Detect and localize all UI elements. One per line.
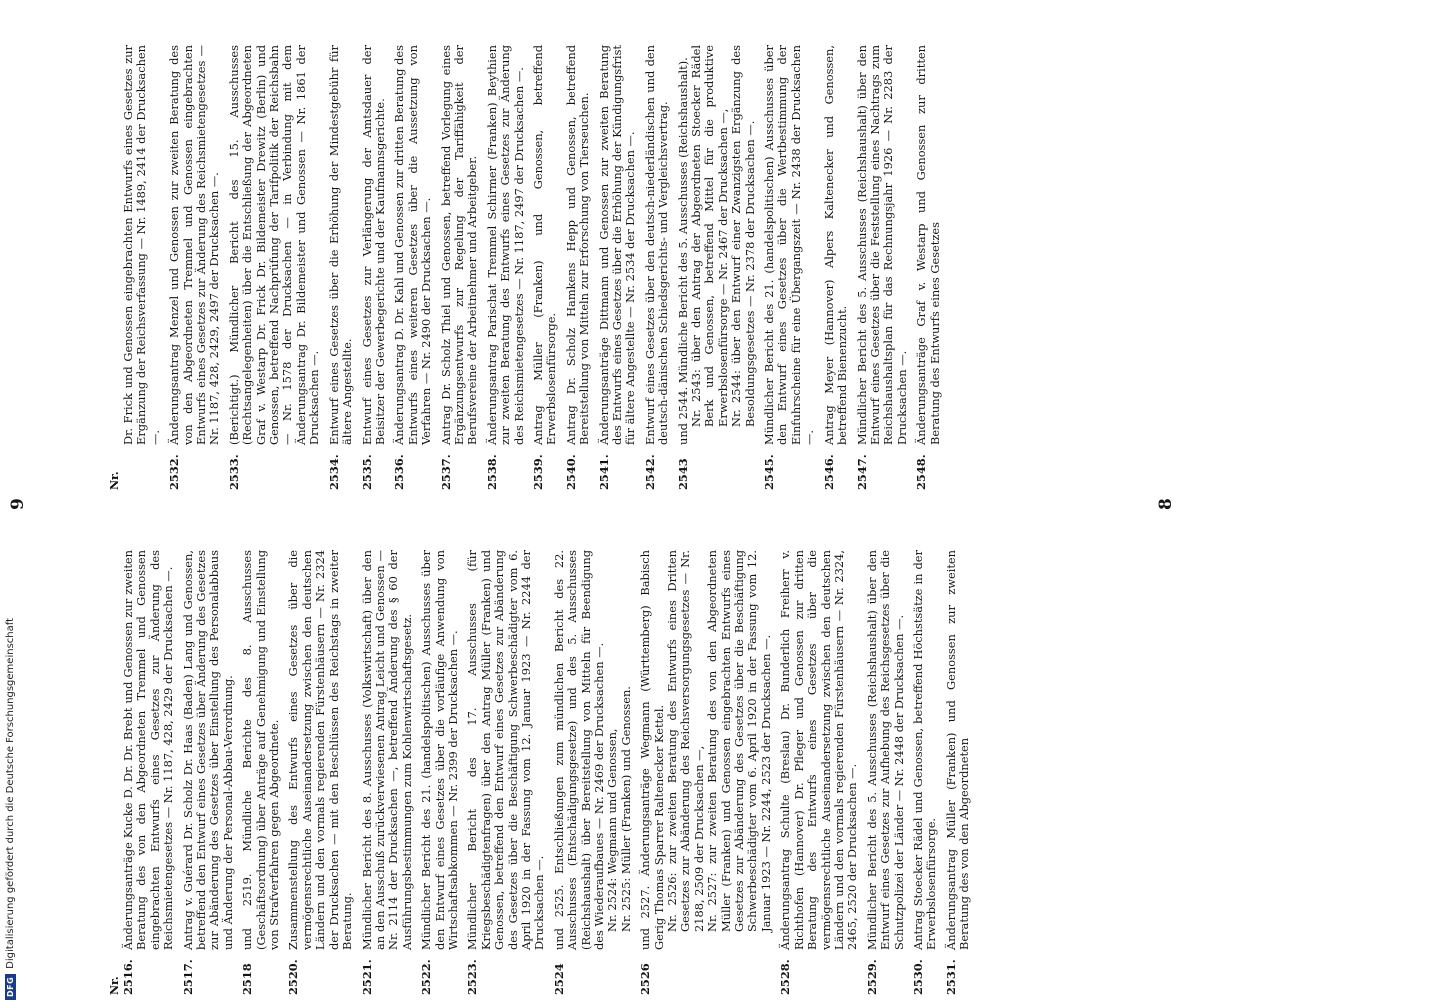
document-entry [553,550,633,995]
entry-text: Änderungsantrag D. Dr. Kahl und Genossen zur dritten Beratung des Entwurfs eines weiteren Gesetzes über die Aussetzung von Verfahren — Nr. 2490 der Drucksachen —. [392,45,434,445]
entry-number: 2518 [240,963,255,995]
entry-text-block [553,550,633,950]
entry-text-block [440,45,480,445]
entry-number: 2528. [778,959,793,995]
entry-number: 2535. [359,454,374,490]
entry-text: und 2527. Änderungsanträge Wegmann (Württemberg) Babisch Gerig Thomas Sparrer Raltenecker Kettel. [638,550,666,950]
page-number-bottom: 8 [1156,498,1176,510]
entry-text: Änderungsantrag Schulte (Breslau) Dr. Bunderlich Freiherr v. Richthofen (Hannover) Dr. Pfleger und Genossen zur dritten Beratung des Entwurfs eines Gesetzes über die vermögensrechtliche Auseinandersetzung zwischen den deutschen Ländern und den vormals regierenden Fürstenhäusern — Nr. 2324, 2465, 2520 der Drucksachen —. [778,550,860,950]
entry-text: Mündlicher Bericht des 21. (handelspolitischen) Ausschusses über den Entwurf eines Gesetzes über die vorläufige Anwendung von Wirtschaftsabkommen — Nr. 2399 der Drucksachen —. [419,550,460,950]
entry-text-block [532,45,559,445]
document-entry [763,45,817,490]
entry-number: 2523. [465,959,480,995]
entry-text: und 2519. Mündliche Berichte des 8. Ausschusses (Geschäftsordnung) über Anträge auf Genehmigung und Einstellung von Strafverfahren gegen Abgeordnete. [240,550,282,950]
entry-text: Änderungsantrag Müller (Franken) und Genossen zur zweiten Beratung des von den Abgeordneten [943,550,972,950]
entry-subitem: Nr. 2527: zur zweiten Beratung des von den Abgeordneten Müller (Franken) und Genossen eingebrachten Entwurfs eines Gesetzes zur Abänderung des Gesetzes über die Beschäftigung Schwerbeschädigter vom 6. April 1920 in der Fassung vom 12. Januar 1923 — Nr. 2244, 2523 der Drucksachen —. [705,550,773,932]
document-entry [915,45,942,490]
entry-number: 2526 [638,963,653,995]
entry-subitem: Nr. 2526: zur zweiten Beratung des Entwurfs eines Dritten Gesetzes zur Abänderung des Reichsversorgungsgesetzes — Nr. 2188, 2509 der Drucksachen —, [665,550,706,932]
entry-number: 2524 [551,963,566,995]
entry-text-block [228,45,322,445]
document-entry [440,45,480,490]
document-entry [122,45,162,490]
entry-subitem: Nr. 2524: Wegmann und Genossen, [605,728,620,932]
document-entry [866,550,906,995]
document-entry [182,550,236,995]
entry-text-block [393,45,433,445]
page-number-top: 9 [8,498,28,510]
entry-text-block [915,45,942,445]
entry-subitem: Nr. 2543: über den Antrag der Abgeordneten Stoecker Rädel Berk und Genossen, betreffend Mittel für die produktive Erwerbslosenfürsorge — Nr. 2467 der Drucksachen —, [689,45,730,427]
entry-number: 2536. [392,454,407,490]
entry-text-block [241,550,281,950]
document-entry [287,550,354,995]
document-entry [466,550,546,995]
entry-number: 2547. [854,454,869,490]
entry-number: 2516. [121,959,135,995]
entry-text-block [420,550,460,950]
digitization-credit [3,606,25,1000]
entry-number: 2530. [910,959,925,995]
entry-text-block [466,550,546,950]
entry-number: 2537. [438,454,453,490]
document-entry [856,45,910,490]
entry-text-block [361,550,415,950]
credit-text: Digitalisierung gefördert durch die Deutsche Forschungsgemeinschaft [5,617,16,969]
document-entry [486,45,526,490]
right-column-header: Nr. [108,471,121,490]
entry-text-block [486,45,526,445]
entry-text: Mündlicher Bericht des 8. Ausschusses (Volkswirtschaft) über den an den Ausschuß zurückverwiesenen Antrag Leicht und Genossen — Nr. 2114 der Drucksachen —, betreffend Änderung des § 60 der Ausführungsbestimmungen zum Kohlenwirtschaftsgesetz. [359,550,414,950]
entry-number: 2531. [943,959,958,995]
document-entry [393,45,433,490]
document-entry [122,550,176,995]
entry-text: Entwurf eines Gesetzes über die Erhöhung der Mindestgebühr für ältere Angestellte. [326,45,355,445]
entry-number: 2541. [596,454,611,490]
entry-text: Änderungsanträge Graf v. Westarp und Genossen zur dritten Beratung des Entwurfs eines Gesetzes [914,45,942,445]
entry-number: 2533. [226,454,241,490]
entry-subitem: Nr. 2525: Müller (Franken) und Genossen. [618,686,633,932]
entry-number: 2540. [563,454,578,490]
entry-number: 2529. [864,959,879,995]
entry-text-block [866,550,906,950]
right-column [122,45,948,490]
entry-number: 2543 [675,458,690,490]
entry-text: Antrag Stoecker Rädel und Genossen, betreffend Höchstsätze in der Erwerbslosenfürsorge. [910,550,939,950]
document-entry [912,550,939,995]
entry-text-block [823,45,850,445]
document-entry [639,550,773,995]
document-entry [241,550,281,995]
entry-subitem: Nr. 2544: über den Entwurf einer Zwanzigsten Ergänzung des Besoldungsgesetzes — Nr. 2378 der Drucksachen —. [729,45,757,427]
entry-number: 2539. [530,454,545,490]
entry-text-block [763,45,817,445]
entry-number: 2517. [180,959,195,995]
document-entry [328,45,355,490]
document-entry [361,45,388,490]
document-entry [644,45,671,490]
entry-text: und 2544. Mündliche Bericht des 5. Ausschusses (Reichshaushalt). [675,57,690,445]
document-entry [168,45,222,490]
entry-text-block [912,550,939,950]
entry-number: 2522. [419,959,434,995]
entry-number: 2548. [914,454,929,490]
document-entry [532,45,559,490]
document-entry [598,45,638,490]
entry-text-block [598,45,638,445]
entry-number: 2532. [167,454,182,490]
entry-number: 2546. [821,454,836,490]
entry-text: Änderungsantrag Menzel und Genossen zur zweiten Beratung des von den Abgeordneten Tremmel und Genossen eingebrachten Entwurfs eines Gesetzes zur Änderung des Reichsmietengesetzes — Nr. 1187, 428, 2429, 2497 der Drucksachen —. [167,45,222,445]
entry-number: 2542. [642,454,657,490]
document-entry [361,550,415,995]
entry-text: Antrag Dr. Scholz Thiel und Genossen, betreffend Vorlegung eines Ergänzungsentwurfs zur Regelung der Tariffähigkeit der Berufsvereine der Arbeitnehmer und Arbeitgeber. [438,45,480,445]
entry-text: Zusammenstellung des Entwurfs eines Gesetzes über die vermögensrechtliche Auseinandersetzung zwischen den deutschen Ländern und den vormals regierenden Fürstenhäusern — Nr. 2324 der Drucksachen — mit den Beschlüssen des Reichstags in zweiter Beratung. [286,550,355,950]
entry-text: Entwurf eines Gesetzes zur Verlängerung der Amtsdauer der Beisitzer der Gewerbegerichte und der Kaufmannsgerichte. [359,45,387,445]
entry-text-block [287,550,354,950]
entry-number: 2520. [286,959,301,995]
document-entry [420,550,460,995]
entry-number [122,445,162,490]
entry-text: (Berichtigt.) Mündlicher Bericht des 15. Ausschusses (Rechtsangelegenheiten) über die Entschließung der Abgeordneten Graf v. Westarp Dr. Frick Dr. Bildemeister Drewitz (Berlin) und Genossen, betreffend Nachprüfung der Tarifpolitik der Reichsbahn — Nr. 1578 der Drucksachen — in Verbindung mit dem Änderungsantrag Dr. Bildemeister und Genossen — Nr. 1861 der Drucksachen —. [226,45,322,445]
document-entry [228,45,322,490]
entry-text-block [677,45,757,445]
entry-text: Dr. Frick und Genossen eingebrachten Entwurfs eines Gesetzes zur Ergänzung der Reichsverfassung — Nr. 1489, 2414 der Drucksachen —. [121,45,162,445]
entry-text-block [122,45,162,445]
entry-text: Änderungsanträge Kucke D. Dr. Dr. Brebt und Genossen zur zweiten Beratung des von den Abgeordneten Tremmel und Genossen eingebrachten Entwurfs eines Gesetzes zur Änderung des Reichsmietengesetzes — Nr. 1187, 428, 2429 der Drucksachen —. [121,550,176,950]
entry-text: Mündlicher Bericht des 17. Ausschusses (für Kriegsbeschädigtenfragen) über den Antrag Müller (Franken) und Genossen, betreffend den Entwurf eines Gesetzes zur Abänderung des Gesetzes über die Beschäftigung Schwerbeschädigter vom 6. April 1920 in der Fassung vom 12. Januar 1923 — Nr. 2244 der Drucksachen —. [465,550,547,950]
entry-text-block [856,45,910,445]
document-entry [823,45,850,490]
entry-number: 2545. [762,454,777,490]
entry-text: Entwurf eines Gesetzes über den deutsch-niederländischen und den deutsch-dänischen Schiedsgerichts- und Vergleichsvertrag. [642,45,671,445]
entry-text-block [945,550,972,950]
entry-number: 2521. [359,959,374,995]
entry-text: Antrag Dr. Scholz Hamkens Hepp und Genossen, betreffend Bereitstellung von Mitteln zur Erforschung von Tierseuchen. [563,45,592,445]
document-entry [677,45,757,490]
left-column-header: Nr. [108,976,121,995]
entry-number: 2534. [326,454,341,490]
entry-text-block [644,45,671,445]
dfg-logo: DFG [5,974,16,1000]
entry-text-block [639,550,773,950]
document-entry [945,550,972,995]
entry-text-block [328,45,355,445]
entry-text: Mündlicher Bericht des 5. Ausschusses (Reichshaushalt) über den Entwurf eines Gesetzes über die Feststellung eines Nachtrags zum Reichshaushaltsplan für das Rechnungsjahr 1926 — Nr. 2283 der Drucksachen —. [854,45,909,445]
entry-text-block [565,45,592,445]
entry-text: und 2525. Entschließungen zum mündlichen Bericht des 22. Ausschusses (Entschädigungsgesetze) und des 5. Ausschusses (Reichshaushalt) über Bereitstellung von Mitteln für Beendigung des Wiederaufbaues — Nr. 2469 der Drucksachen —. [551,550,606,950]
entry-text: Antrag Meyer (Hannover) Alpers Kaltenecker und Genossen, betreffend Bienenzucht. [821,45,850,445]
entry-text: Antrag Müller (Franken) und Genossen, betreffend Erwerbslosenfürsorge. [530,45,559,445]
entry-text: Mündlicher Bericht des 5. Ausschusses (Reichshaushalt) über den Entwurf eines Gesetzes zur Aufhebung des Reichsgesetzes über die Schutzpolizei der Länder — Nr. 2448 der Drucksachen —. [864,550,906,950]
entry-text-block [168,45,222,445]
left-column [122,550,978,995]
entry-text-block [779,550,859,950]
entry-text: Änderungsanträge Dittmann und Genossen zur zweiten Beratung des Entwurfs eines Gesetzes über die Erhöhung der Kündigungsfrist für ältere Angestellte — Nr. 2534 der Drucksachen —. [596,45,638,445]
entry-text-block [361,45,388,445]
entry-text-block [182,550,236,950]
document-entry [779,550,859,995]
document-entry [565,45,592,490]
entry-text: Mündlicher Bericht des 21. (handelspolitischen) Ausschusses über den Entwurf eines Gesetzes über die Wertbestimmung der Einfuhrscheine für eine Übergangszeit — Nr. 2438 der Drucksachen —. [762,45,817,445]
entry-text: Änderungsantrag Parischat Tremmel Schirmer (Franken) Beythien zur zweiten Beratung des Entwurfs eines Gesetzes zur Änderung des Reichsmietengesetzes — Nr. 1187, 2497 der Drucksachen —. [484,45,526,445]
entry-text: Antrag v. Guérard Dr. Scholz Dr. Haas (Baden) Lang und Genossen, betreffend den Entwurf eines Gesetzes über Änderung des Gesetzes zur Abänderung des Gesetzes über Einstellung des Personalabbaus und Änderung der Personal-Abbau-Verordnung. [180,550,235,950]
entry-number: 2538. [484,454,499,490]
entry-text-block [122,550,176,950]
